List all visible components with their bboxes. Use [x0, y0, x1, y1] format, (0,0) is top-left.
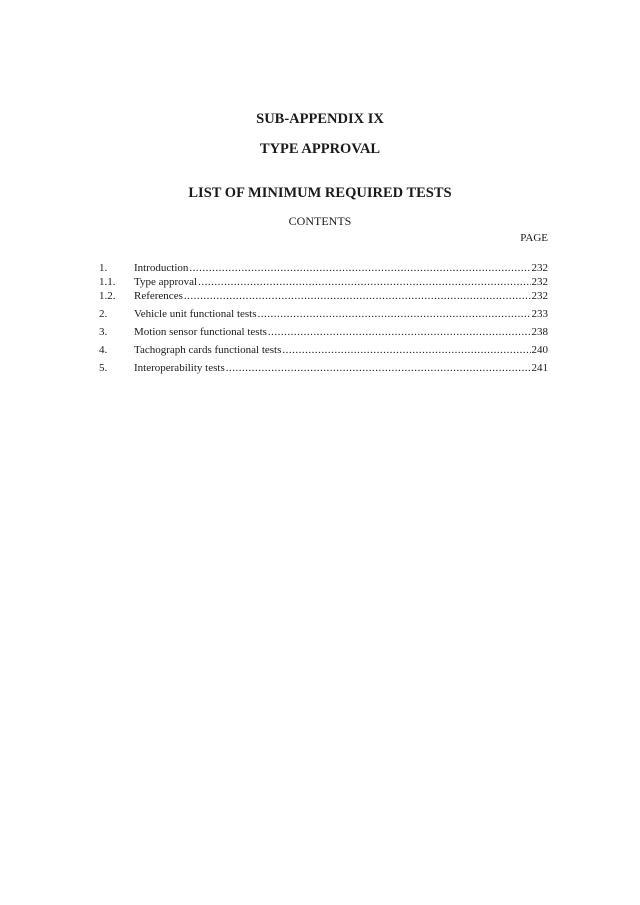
toc-entry-number: 3.: [99, 326, 108, 338]
type-approval-heading: TYPE APPROVAL: [259, 141, 381, 157]
toc-entry-5[interactable]: [99, 361, 548, 375]
toc-entry-3[interactable]: [99, 325, 548, 339]
toc-entry-title: Tachograph cards functional tests: [134, 344, 282, 356]
toc-leader-dots: [282, 343, 530, 357]
toc-entry-number: 1.1.: [99, 276, 116, 288]
table-of-contents: [99, 261, 548, 375]
toc-entry-title: Type approval: [134, 276, 198, 288]
contents-heading: CONTENTS: [288, 214, 352, 228]
list-title-heading: LIST OF MINIMUM REQUIRED TESTS: [188, 185, 452, 201]
toc-entry-number: 5.: [99, 362, 108, 374]
toc-entry-number: 2.: [99, 308, 108, 320]
toc-entry-title: Vehicle unit functional tests: [134, 308, 257, 320]
toc-entry-title: Introduction: [134, 262, 189, 274]
toc-entry-title: References: [134, 290, 183, 302]
toc-leader-dots: [198, 275, 530, 289]
toc-entry-1-2[interactable]: [99, 289, 548, 303]
toc-entry-page: 232: [531, 290, 548, 302]
toc-leader-dots: [226, 361, 531, 375]
toc-entry-number: 1.: [99, 262, 108, 274]
page-column-label: PAGE: [520, 232, 548, 244]
toc-entry-1[interactable]: [99, 261, 548, 275]
toc-entry-page: 238: [531, 326, 548, 338]
toc-entry-4[interactable]: [99, 343, 548, 357]
toc-entry-page: 232: [531, 262, 548, 274]
toc-entry-title: Motion sensor functional tests: [134, 326, 267, 338]
toc-entry-page: 240: [531, 344, 548, 356]
toc-entry-page: 232: [531, 276, 548, 288]
toc-leader-dots: [258, 307, 531, 321]
toc-entry-number: 1.2.: [99, 290, 116, 302]
toc-entry-1-1[interactable]: [99, 275, 548, 289]
toc-entry-page: 233: [531, 308, 548, 320]
toc-leader-dots: [184, 289, 531, 303]
toc-leader-dots: [189, 261, 530, 275]
toc-entry-number: 4.: [99, 344, 108, 356]
toc-entry-page: 241: [531, 362, 548, 374]
toc-leader-dots: [268, 325, 531, 339]
toc-entry-2[interactable]: [99, 307, 548, 321]
toc-entry-title: Interoperability tests: [134, 362, 225, 374]
sub-appendix-heading: SUB-APPENDIX IX: [256, 111, 384, 127]
